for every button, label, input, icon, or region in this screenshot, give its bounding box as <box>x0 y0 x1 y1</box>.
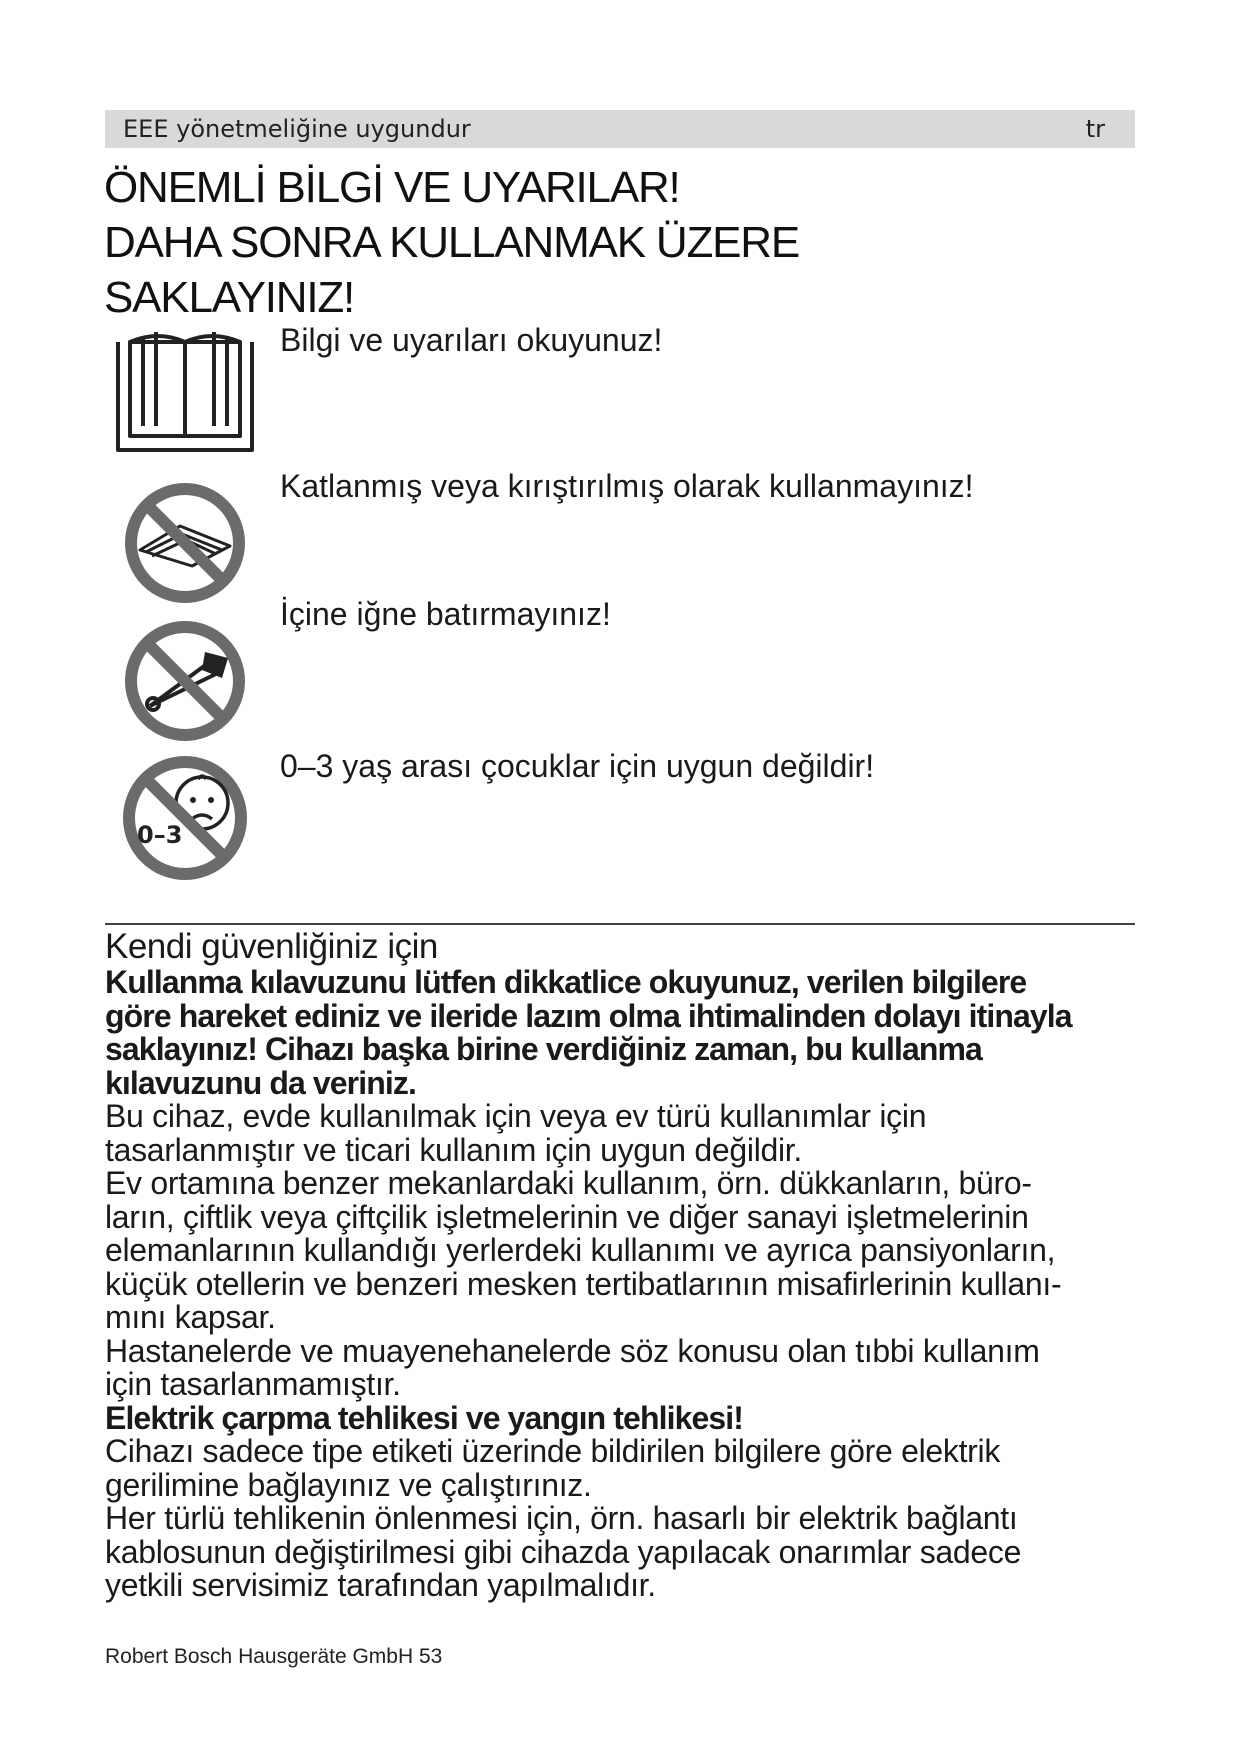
text-line: saklayınız! Cihazı başka birine verdiğiniz zaman, bu kullanma <box>105 1031 982 1067</box>
notice-text: 0–3 yaş arası çocuklar için uygun değildir! <box>280 748 875 784</box>
title-line: SAKLAYINIZ! <box>104 273 355 322</box>
header-bar <box>105 110 1135 148</box>
text-line: göre hareket ediniz ve ileride lazım olma ihtimalinden dolayı itinayla <box>105 997 1072 1034</box>
notice-text: Katlanmış veya kırıştırılmış olarak kullanmayınız! <box>280 468 974 504</box>
section-heading: Kendi güvenliğiniz için <box>105 927 438 966</box>
text-line: kılavuzunu da veriniz. <box>105 1064 416 1101</box>
text-line: Hastanelerde ve muayenehanelerde söz konusu olan tıbbi kullanım <box>105 1332 1040 1369</box>
text-line: küçük otellerin ve benzeri mesken tertibatlarının misafirlerinin kullanı- <box>105 1265 1062 1302</box>
title-line: DAHA SONRA KULLANMAK ÜZERE <box>104 218 799 267</box>
text-line: ların, çiftlik veya çiftçilik işletmelerinin ve diğer sanayi işletmelerinin <box>105 1198 1029 1235</box>
no-folding-icon <box>110 468 260 618</box>
text-line: mını kapsar. <box>105 1299 276 1335</box>
paragraph-household-use <box>105 1100 1145 1167</box>
paragraph-medical-use <box>105 1332 1145 1402</box>
divider <box>105 923 1135 925</box>
notice-text: Bilgi ve uyarıları okuyunuz! <box>280 322 663 358</box>
open-book-icon <box>110 322 260 472</box>
age-range-label: 0–3 <box>137 821 183 849</box>
title-line: ÖNEMLİ BİLGİ VE UYARILAR! <box>104 163 680 212</box>
page-footer: Robert Bosch Hausgeräte GmbH 53 <box>105 1645 443 1668</box>
text-line: gerilimine bağlayınız ve çalıştırınız. <box>105 1466 592 1503</box>
paragraph-repairs <box>105 1502 1145 1603</box>
bold-intro <box>105 966 1145 1100</box>
text-line: kablosunun değiştirilmesi gibi cihazda yapılacak onarımlar sadece <box>105 1533 1022 1570</box>
notice-text: İçine iğne batırmayınız! <box>280 596 611 632</box>
paragraph-similar-use <box>105 1167 1145 1335</box>
text-line: elemanlarının kullandığı yerlerdeki kullanımı ve ayrıca pansiyonların, <box>105 1232 1056 1268</box>
paragraph-voltage <box>105 1435 1145 1502</box>
text-line: için tasarlanmamıştır. <box>105 1366 401 1402</box>
text-line: yetkili servisimiz tarafından yapılmalıdır. <box>105 1567 656 1603</box>
text-line: tasarlanmıştır ve ticari kullanım için uygun değildir. <box>105 1131 802 1168</box>
text-line: Kullanma kılavuzunu lütfen dikkatlice okuyunuz, verilen bilgilere <box>105 964 1027 1000</box>
safety-section <box>105 928 1145 1603</box>
text-line: Her türlü tehlikenin önlenmesi için, örn. hasarlı bir elektrik bağlantı <box>105 1500 1018 1536</box>
no-pins-icon <box>110 606 260 756</box>
warning-heading: Elektrik çarpma tehlikesi ve yangın tehlikesi! <box>105 1399 744 1436</box>
text-line: Cihazı sadece tipe etiketi üzerinde bildirilen bilgilere göre elektrik <box>105 1433 1001 1469</box>
page-title <box>104 160 1134 325</box>
not-for-children-icon <box>110 743 260 893</box>
header-language-code: tr <box>1085 115 1105 143</box>
text-line: Bu cihaz, evde kullanılmak için veya ev türü kullanımlar için <box>105 1098 927 1134</box>
text-line: Ev ortamına benzer mekanlardaki kullanım, örn. dükkanların, büro- <box>105 1165 1032 1201</box>
header-directive: EEE yönetmeliğine uygundur <box>123 115 471 143</box>
